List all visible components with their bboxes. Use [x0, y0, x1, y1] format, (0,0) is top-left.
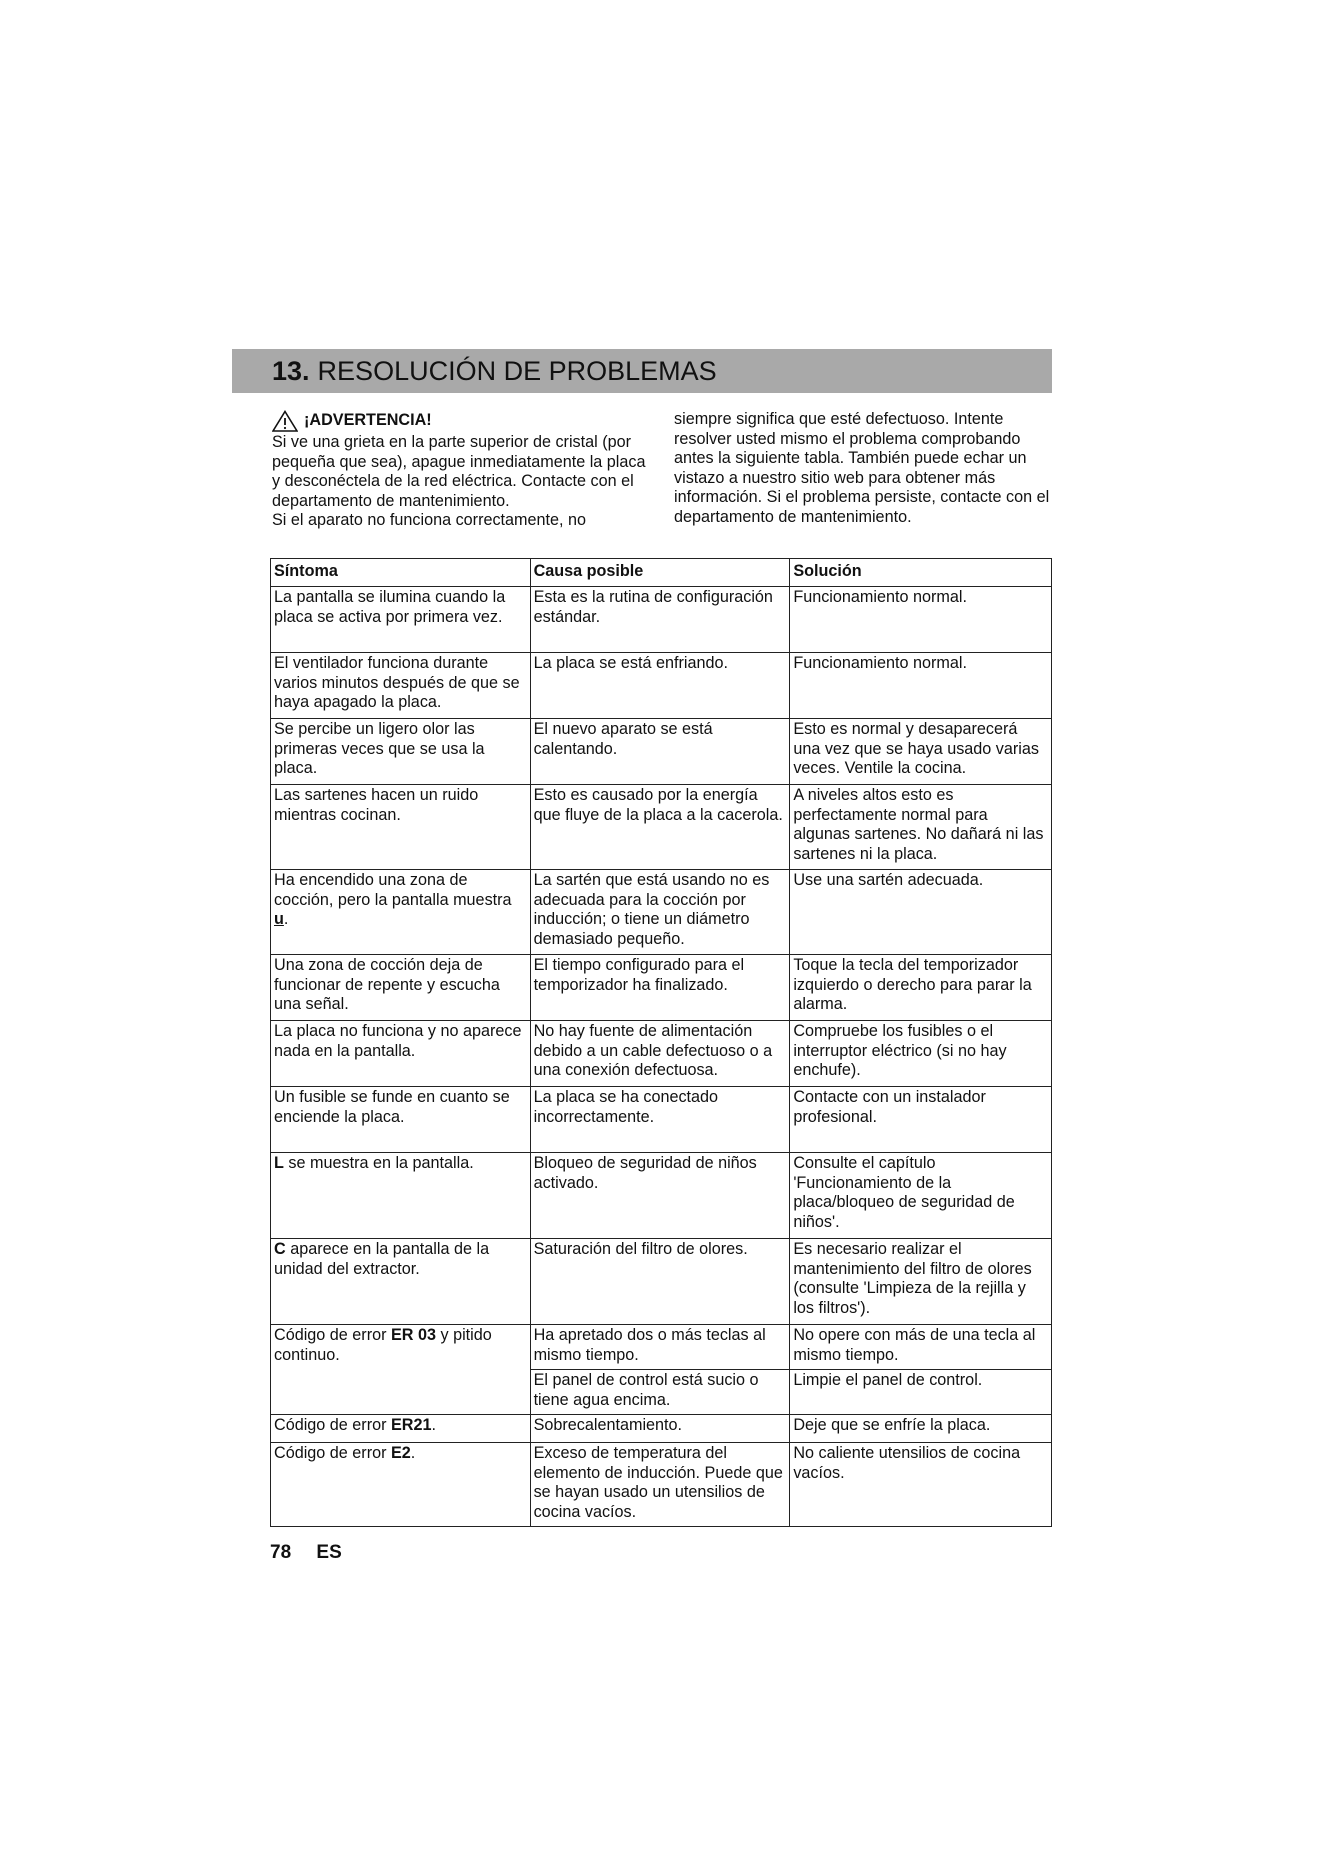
troubleshooting-table — [270, 558, 1052, 1527]
header-symptom: Síntoma — [271, 559, 531, 587]
section-title: RESOLUCIÓN DE PROBLEMAS — [317, 355, 717, 386]
symptom-cell: Una zona de cocción deja de funcionar de repente y escucha una señal. — [271, 955, 531, 1021]
table-row — [271, 1325, 1052, 1370]
cause-cell: Sobrecalentamiento. — [530, 1415, 790, 1443]
section-header — [232, 349, 1052, 393]
cause-cell: La placa se ha conectado incorrectamente. — [530, 1087, 790, 1153]
solution-cell: Toque la tecla del temporizador izquierdo o derecho para parar la alarma. — [790, 955, 1052, 1021]
warning-text: Si ve una grieta en la parte superior de cristal (por pequeña que sea), apague inmediatamente la placa y desconéctela de la red eléctrica. Contacte con el departamento de mantenimiento. — [272, 433, 646, 510]
table-row — [271, 1021, 1052, 1087]
cause-cell: Esta es la rutina de configuración estándar. — [530, 587, 790, 653]
table-row — [271, 1153, 1052, 1239]
intro-text-start: Si el aparato no funciona correctamente, no — [272, 511, 587, 530]
symptom-cell: Un fusible se funde en cuanto se enciende la placa. — [271, 1087, 531, 1153]
symptom-cell: Se percibe un ligero olor las primeras veces que se usa la placa. — [271, 719, 531, 785]
cause-cell: La sartén que está usando no es adecuada para la cocción por inducción; o tiene un diámetro demasiado pequeño. — [530, 870, 790, 955]
symptom-cell: Código de error E2. — [271, 1443, 531, 1527]
solution-cell: No caliente utensilios de cocina vacíos. — [790, 1443, 1052, 1527]
symptom-cell: Ha encendido una zona de cocción, pero la pantalla muestra u. — [271, 870, 531, 955]
table-row — [271, 587, 1052, 653]
solution-cell: Funcionamiento normal. — [790, 587, 1052, 653]
table-row — [271, 785, 1052, 870]
display-code-u: u — [274, 910, 284, 929]
error-code-er03: ER 03 — [390, 1326, 436, 1344]
table-row — [271, 1415, 1052, 1443]
cause-cell: No hay fuente de alimentación debido a un cable defectuoso o a una conexión defectuosa. — [530, 1021, 790, 1087]
display-code-l: L — [274, 1154, 284, 1172]
cause-cell: El nuevo aparato se está calentando. — [530, 719, 790, 785]
header-solution: Solución — [790, 559, 1052, 587]
page-number: 78 — [270, 1542, 292, 1563]
solution-cell: Compruebe los fusibles o el interruptor eléctrico (si no hay enchufe). — [790, 1021, 1052, 1087]
display-code-c: C — [274, 1240, 286, 1258]
table-row — [271, 1443, 1052, 1527]
page-footer — [270, 1542, 362, 1564]
section-number: 13. — [272, 355, 310, 386]
error-code-e2: E2 — [390, 1444, 411, 1462]
cause-cell: Ha apretado dos o más teclas al mismo tiempo. — [530, 1325, 790, 1370]
cause-cell: Bloqueo de seguridad de niños activado. — [530, 1153, 790, 1239]
cause-cell: La placa se está enfriando. — [530, 653, 790, 719]
warning-heading: ¡ADVERTENCIA! — [272, 410, 652, 432]
table-row — [271, 1087, 1052, 1153]
table-row — [271, 870, 1052, 955]
solution-cell: Deje que se enfríe la placa. — [790, 1415, 1052, 1443]
error-code-er21: ER21 — [390, 1416, 432, 1434]
intro-right-column — [674, 410, 1058, 528]
intro-text-continued: siempre significa que esté defectuoso. Intente resolver usted mismo el problema comprobando antes la siguiente tabla. También puede echar un vistazo a nuestro sitio web para obtener más información. Si el problema persiste, contacte con el departamento de mantenimiento. — [674, 410, 1050, 526]
cause-cell: El panel de control está sucio o tiene agua encima. — [530, 1370, 790, 1415]
symptom-cell: El ventilador funciona durante varios minutos después de que se haya apagado la placa. — [271, 653, 531, 719]
cause-cell: Saturación del filtro de olores. — [530, 1239, 790, 1325]
table-header-row — [271, 559, 1052, 587]
symptom-cell: La placa no funciona y no aparece nada en la pantalla. — [271, 1021, 531, 1087]
symptom-cell: Las sartenes hacen un ruido mientras cocinan. — [271, 785, 531, 870]
symptom-cell: Código de error ER21. — [271, 1415, 531, 1443]
cause-cell: Esto es causado por la energía que fluye de la placa a la cacerola. — [530, 785, 790, 870]
solution-cell: No opere con más de una tecla al mismo tiempo. — [790, 1325, 1052, 1370]
table-row — [271, 653, 1052, 719]
header-cause: Causa posible — [530, 559, 790, 587]
solution-cell: Consulte el capítulo 'Funcionamiento de la placa/bloqueo de seguridad de niños'. — [790, 1153, 1052, 1239]
language-code: ES — [316, 1542, 342, 1563]
solution-cell: A niveles altos esto es perfectamente normal para algunas sartenes. No dañará ni las sartenes ni la placa. — [790, 785, 1052, 870]
symptom-cell: Código de error ER 03 y pitido continuo. — [271, 1325, 531, 1415]
solution-cell: Es necesario realizar el mantenimiento del filtro de olores (consulte 'Limpieza de la rejilla y los filtros'). — [790, 1239, 1052, 1325]
solution-cell: Use una sartén adecuada. — [790, 870, 1052, 955]
warning-triangle-icon — [272, 410, 298, 432]
symptom-cell: C aparece en la pantalla de la unidad del extractor. — [271, 1239, 531, 1325]
solution-cell: Funcionamiento normal. — [790, 653, 1052, 719]
cause-cell: Exceso de temperatura del elemento de inducción. Puede que se hayan usado un utensilios de cocina vacíos. — [530, 1443, 790, 1527]
table-row — [271, 955, 1052, 1021]
intro-left-column — [272, 410, 652, 531]
table-row — [271, 1239, 1052, 1325]
symptom-cell: L se muestra en la pantalla. — [271, 1153, 531, 1239]
cause-cell: El tiempo configurado para el temporizador ha finalizado. — [530, 955, 790, 1021]
table-row — [271, 719, 1052, 785]
solution-cell: Limpie el panel de control. — [790, 1370, 1052, 1415]
solution-cell: Contacte con un instalador profesional. — [790, 1087, 1052, 1153]
symptom-cell: La pantalla se ilumina cuando la placa se activa por primera vez. — [271, 587, 531, 653]
solution-cell: Esto es normal y desaparecerá una vez que se haya usado varias veces. Ventile la cocina. — [790, 719, 1052, 785]
